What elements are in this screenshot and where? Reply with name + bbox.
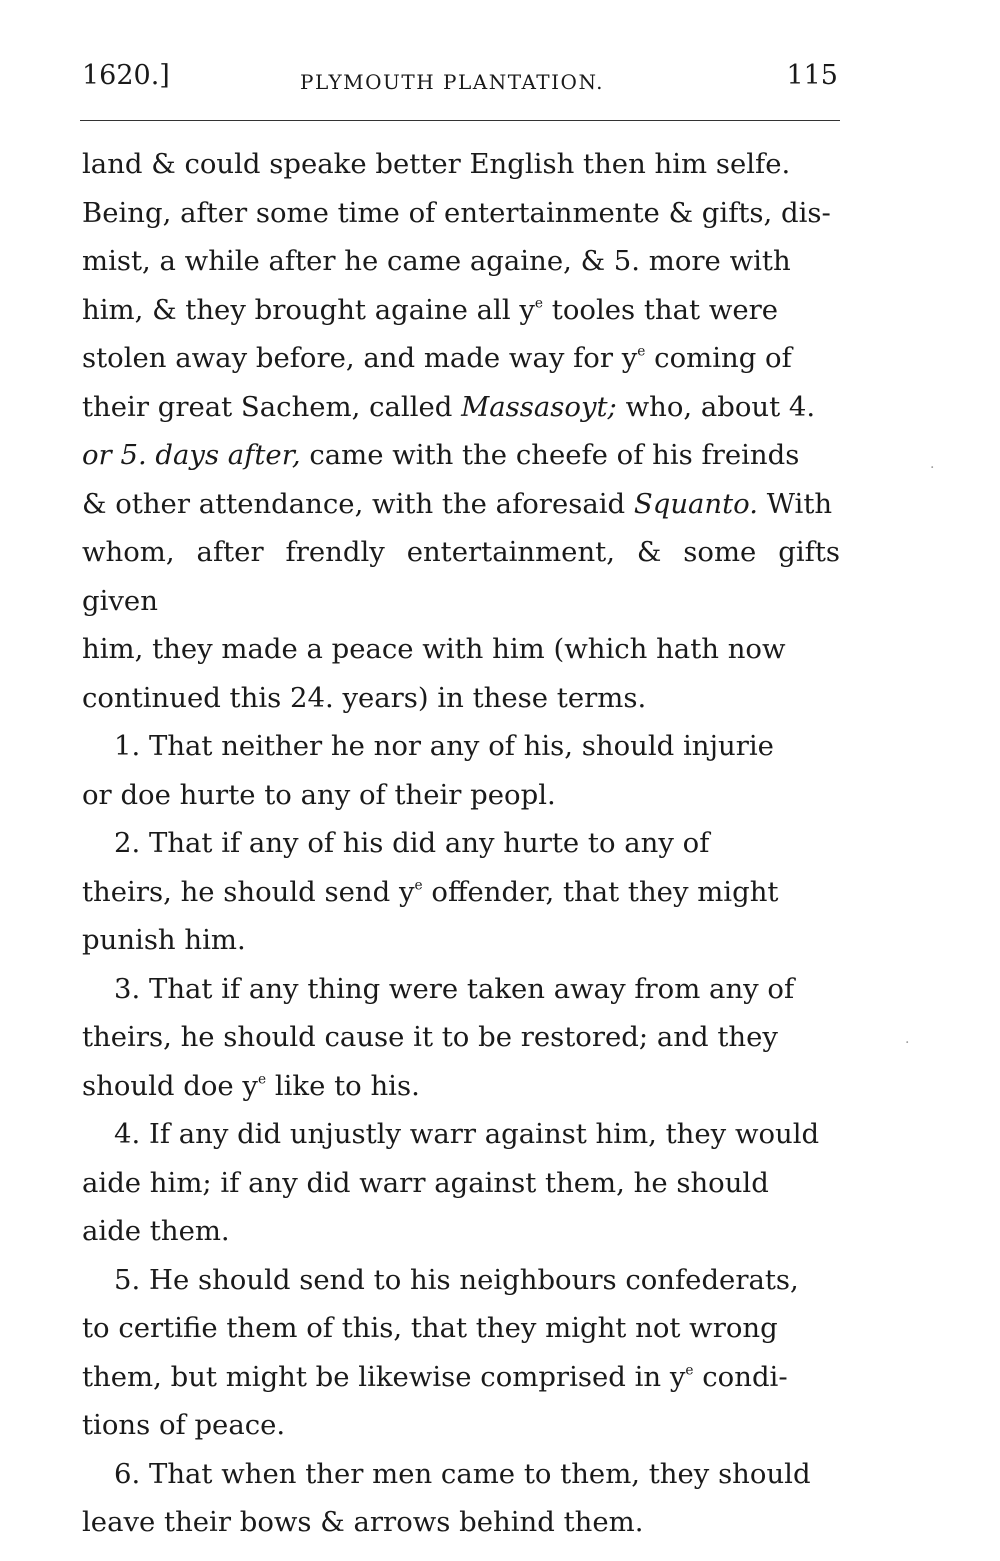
- paragraph-line: whom, after frendly entertainment, & some gifts given: [82, 536, 840, 617]
- article-line: tions of peace.: [82, 1409, 286, 1441]
- paragraph-line: mist, a while after he came againe, & 5. more with: [82, 245, 791, 277]
- article-line: 1. That neither he nor any of his, should injurie: [114, 730, 774, 762]
- paragraph-line: Being, after some time of entertainmente & gifts, dis-: [82, 196, 831, 229]
- paragraph-line: stolen away before, and made way for $y^e$ coming of: [82, 342, 792, 374]
- paragraph-line: him, & they brought againe all $y^e$ tooles that were: [82, 293, 779, 326]
- article-line: to certifie them of this, that they might not wrong: [82, 1312, 778, 1344]
- article-line: aide them.: [82, 1215, 230, 1247]
- italic-name: Massasoyt;: [461, 390, 617, 423]
- paragraph-line: their great Sachem, called Massasoyt; who, about 4.: [82, 390, 816, 423]
- header-rule: [80, 120, 840, 121]
- article-line: punish him.: [82, 924, 246, 956]
- italic-phrase: or 5. days after,: [82, 439, 301, 471]
- article-line: aide him; if any did warr against them, he should: [82, 1166, 769, 1199]
- article-line: 5. He should send to his neighbours confederats,: [114, 1263, 799, 1296]
- article-line: should doe $y^e$ like to his.: [82, 1069, 420, 1102]
- paragraph-line: land & could speake better English then him selfe.: [82, 148, 791, 180]
- speck-mark: ·: [905, 1035, 910, 1051]
- article-line: 2. That if any of his did any hurte to any of: [114, 827, 710, 859]
- body-text: [82, 140, 840, 1547]
- running-title: PLYMOUTH PLANTATION.: [300, 70, 605, 94]
- superscript-e: e: [685, 1361, 694, 1378]
- article-line: 4. If any did unjustly warr against him, they would: [114, 1118, 820, 1150]
- italic-name: Squanto.: [633, 487, 759, 520]
- superscript-e: e: [257, 1070, 267, 1087]
- paragraph-line: him, they made a peace with him (which hath now: [82, 633, 786, 665]
- article-line: or doe hurte to any of their peopl.: [82, 778, 556, 811]
- article-line: leave their bows & arrows behind them.: [82, 1506, 644, 1538]
- superscript-e: e: [534, 294, 544, 311]
- article-line: them, but might be likewise comprised in $y^e$ condi-: [82, 1360, 788, 1393]
- superscript-e: e: [414, 876, 423, 893]
- article-line: 6. That when ther men came to them, they should: [114, 1457, 811, 1490]
- speck-mark: ·: [930, 460, 935, 476]
- article-line: 3. That if any thing were taken away from any of: [114, 972, 795, 1005]
- paragraph-line: or 5. days after, came with the cheefe of his freinds: [82, 439, 800, 471]
- paragraph-line: & other attendance, with the aforesaid Squanto. With: [82, 487, 833, 520]
- paragraph-line: continued this 24. years) in these terms.: [82, 681, 647, 714]
- article-line: theirs, he should cause it to be restored; and they: [82, 1021, 778, 1053]
- article-line: theirs, he should send $y^e$ offender, that they might: [82, 875, 779, 908]
- superscript-e: e: [637, 343, 646, 360]
- page-number: 115: [786, 60, 838, 91]
- header-date: 1620.]: [82, 60, 170, 91]
